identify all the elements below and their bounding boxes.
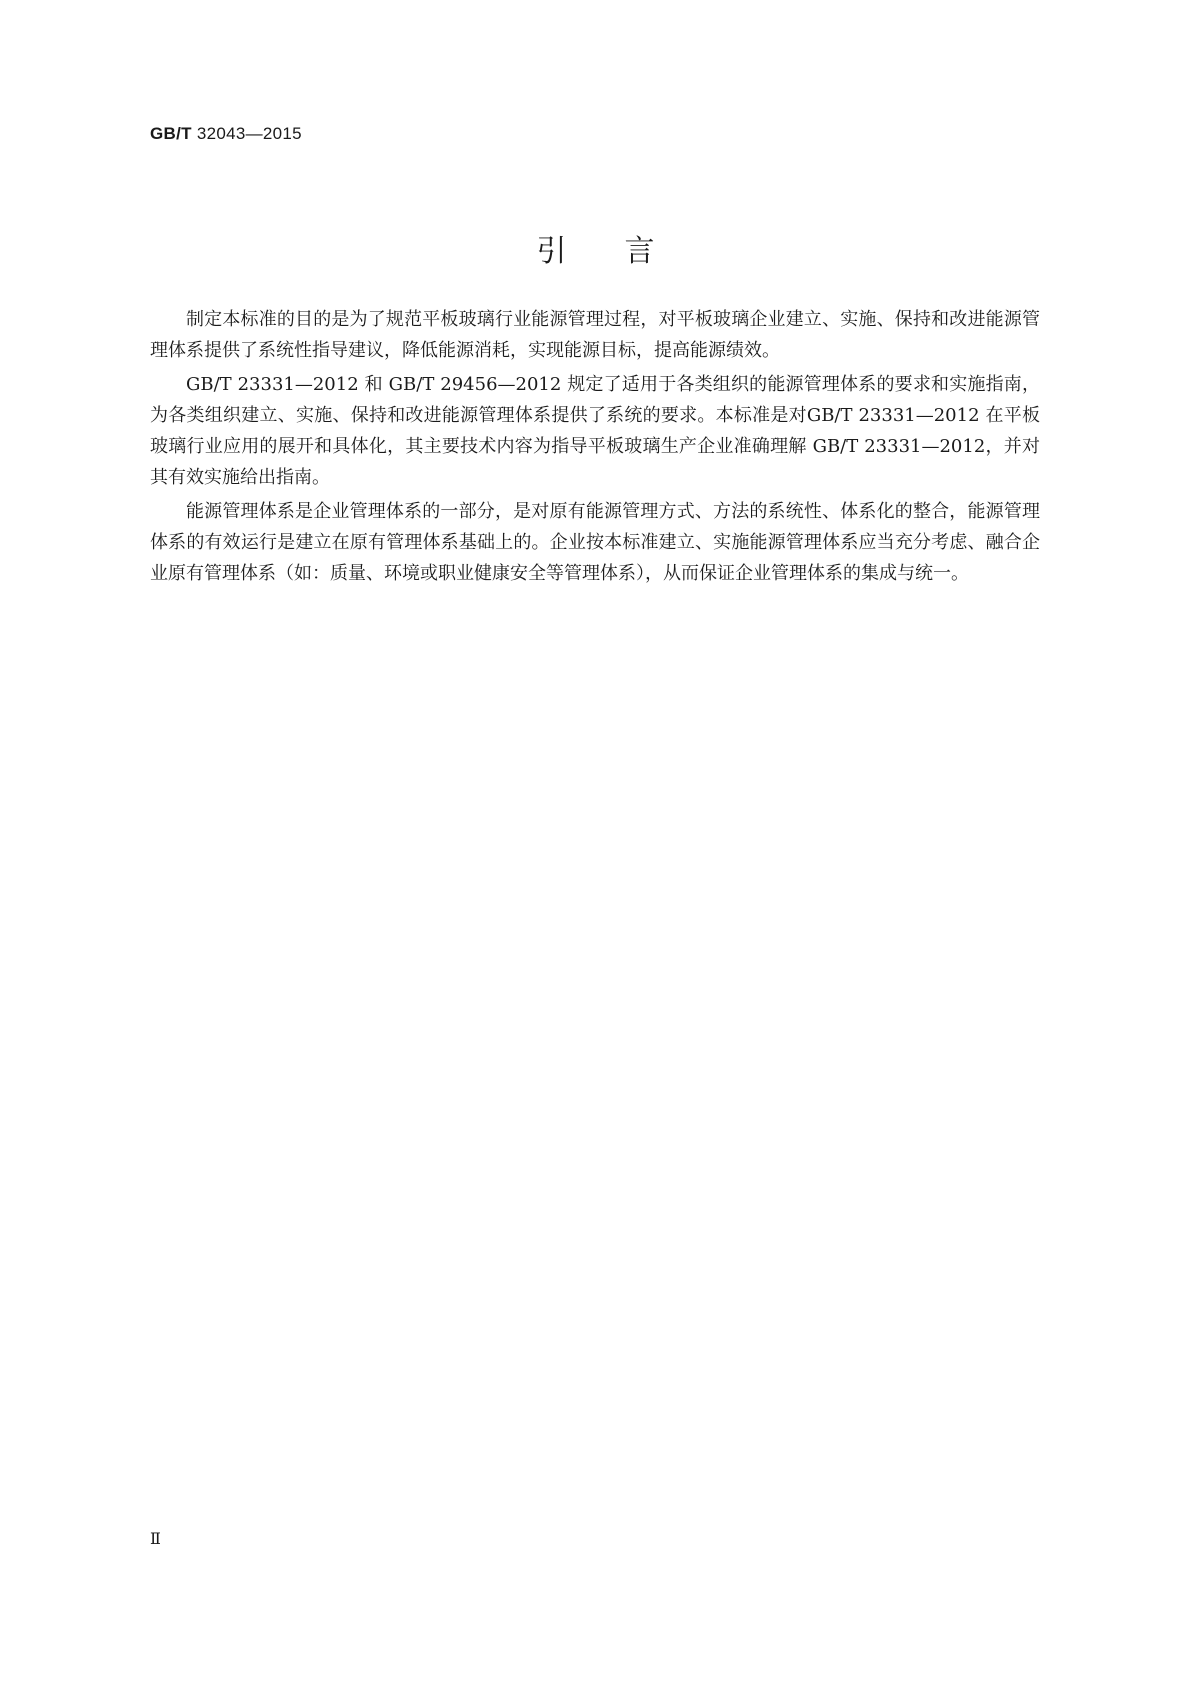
standard-code-prefix: GB/T bbox=[150, 124, 192, 143]
paragraph-purpose: 制定本标准的目的是为了规范平板玻璃行业能源管理过程，对平板玻璃企业建立、实施、保持和改进能源管理体系提供了系统性指导建议，降低能源消耗，实现能源目标，提高能源绩效。 bbox=[150, 309, 1040, 361]
paragraph-integration: 能源管理体系是企业管理体系的一部分，是对原有能源管理方式、方法的系统性、体系化的整合，能源管理体系的有效运行是建立在原有管理体系基础上的。企业按本标准建立、实施能源管理体系应当充分考虑、融合企业原有管理体系（如：质量、环境或职业健康安全等管理体系），从而保证企业管理体系的集成与统一。 bbox=[150, 501, 1040, 584]
page-title: 引言 bbox=[536, 234, 713, 269]
standard-code-number: 32043—2015 bbox=[196, 124, 302, 143]
body-text bbox=[150, 304, 1040, 592]
paragraph-references: GB/T 23331—2012 和 GB/T 29456—2012 规定了适用于各类组织的能源管理体系的要求和实施指南，为各类组织建立、实施、保持和改进能源管理体系提供了系统的要求。本标准是对GB/T 23331—2012 在平板玻璃行业应用的展开和具体化，其主要技术内容为指导平板玻璃生产企业准确理解 GB/T 23331—2012，并对其有效实施给出指南。 bbox=[150, 374, 1040, 488]
page-number: Ⅱ bbox=[150, 1529, 161, 1548]
standard-code bbox=[150, 124, 302, 144]
